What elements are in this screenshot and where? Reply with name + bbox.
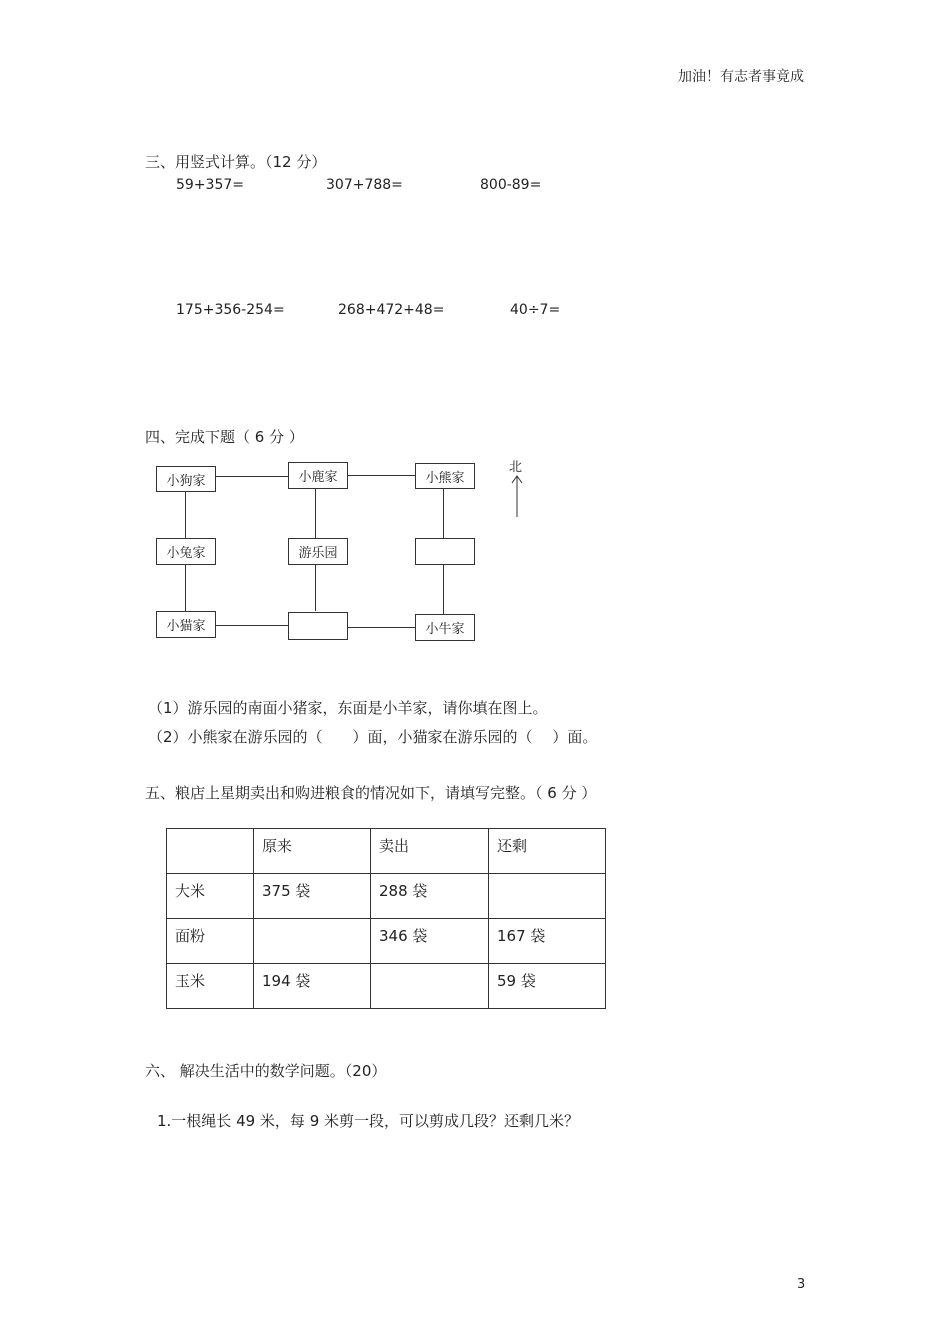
table-cell: 375 袋 — [254, 874, 371, 919]
table-header-cell: 还剩 — [489, 829, 606, 874]
table-cell: 玉米 — [167, 964, 254, 1009]
map-box-deer: 小鹿家 — [288, 462, 348, 489]
map-connector — [348, 627, 416, 628]
table-cell: 194 袋 — [254, 964, 371, 1009]
page-number: 3 — [797, 1277, 806, 1292]
section5-title: 五、粮店上星期卖出和购进粮食的情况如下，请填写完整。（ 6 分 ） — [145, 784, 597, 802]
table-cell: 59 袋 — [489, 964, 606, 1009]
table-cell: 288 袋 — [371, 874, 489, 919]
calc-expression: 175+356-254= — [176, 302, 285, 318]
table-row — [167, 919, 606, 964]
map-box-park: 游乐园 — [288, 538, 348, 565]
map-connector — [443, 565, 444, 614]
calc-expression: 59+357= — [176, 177, 244, 193]
table-row — [167, 874, 606, 919]
table-cell-blank[interactable] — [489, 874, 606, 919]
map-connector — [185, 565, 186, 612]
table-header-cell: 原来 — [254, 829, 371, 874]
table-cell: 167 袋 — [489, 919, 606, 964]
section4-question-2: （2）小熊家在游乐园的（ ）面，小猫家在游乐园的（ ）面。 — [148, 728, 598, 746]
calc-expression: 800-89= — [480, 177, 542, 193]
table-row — [167, 964, 606, 1009]
map-box-rabbit: 小兔家 — [156, 538, 216, 565]
grain-table — [166, 828, 606, 1009]
map-connector — [348, 475, 416, 476]
map-connector — [315, 489, 316, 539]
map-connector — [315, 565, 316, 611]
calc-expression: 307+788= — [326, 177, 403, 193]
map-box-east-blank[interactable] — [415, 538, 475, 565]
table-header-row — [167, 829, 606, 874]
north-arrow-icon — [510, 474, 524, 518]
section6-question-1: 1.一根绳长 49 米，每 9 米剪一段，可以剪成几段？还剩几米？ — [157, 1112, 580, 1130]
table-cell: 346 袋 — [371, 919, 489, 964]
section3-title: 三、用竖式计算。（12 分） — [145, 153, 327, 171]
table-cell-blank[interactable] — [371, 964, 489, 1009]
calc-expression: 268+472+48= — [338, 302, 445, 318]
section4-question-1: （1）游乐园的南面小猪家，东面是小羊家，请你填在图上。 — [148, 699, 548, 717]
map-connector — [215, 476, 289, 477]
calc-expression: 40÷7= — [510, 302, 561, 318]
section4-title: 四、完成下题（ 6 分 ） — [145, 428, 304, 446]
table-cell: 大米 — [167, 874, 254, 919]
table-cell: 面粉 — [167, 919, 254, 964]
table-cell-blank[interactable] — [254, 919, 371, 964]
map-box-south-blank[interactable] — [288, 612, 348, 640]
map-box-bear: 小熊家 — [415, 463, 475, 489]
map-box-cat: 小猫家 — [156, 611, 216, 638]
map-connector — [185, 491, 186, 539]
map-connector — [443, 489, 444, 539]
table-header-cell: 卖出 — [371, 829, 489, 874]
map-box-dog: 小狗家 — [156, 466, 216, 492]
section6-title: 六、 解决生活中的数学问题。（20） — [145, 1062, 387, 1080]
map-connector — [215, 625, 289, 626]
map-box-cow: 小牛家 — [415, 614, 475, 641]
north-label: 北 — [509, 460, 523, 475]
header-motto: 加油！有志者事竟成 — [678, 69, 804, 85]
table-header-cell — [167, 829, 254, 874]
